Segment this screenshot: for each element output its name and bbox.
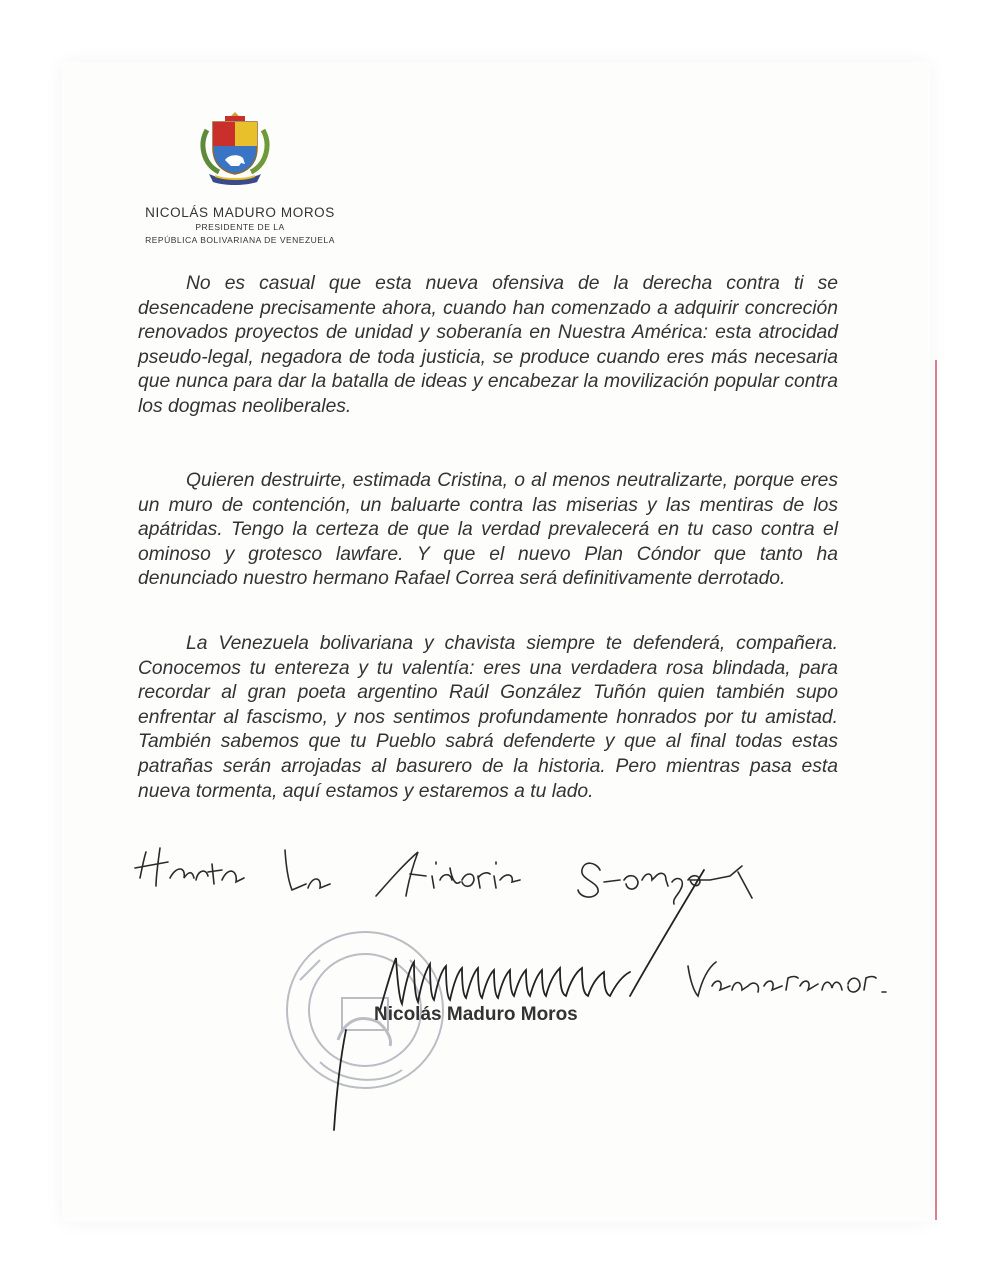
letterhead-name: NICOLÁS MADURO MOROS	[145, 205, 335, 220]
signature-name: Nicolás Maduro Moros	[374, 1004, 578, 1025]
letter-paragraph-1	[138, 272, 838, 420]
paragraph-text: Quieren destruirte, estimada Cristina, o al menos neutralizarte, porque eres un muro de contención, un baluarte contra las miserias y las mentiras de los apátridas. Tengo la certeza de que la verdad prevalecerá en tu caso contra el ominoso y grotesco lawfare. Y que el nuevo Plan Cóndor que tanto ha denunciado nuestro hermano Rafael Correa será definitivamente derrotado.	[138, 470, 838, 590]
letterhead-title-line1: PRESIDENTE DE LA	[195, 222, 285, 232]
letter-paragraph-3	[138, 632, 838, 804]
paragraph-text: No es casual que esta nueva ofensiva de la derecha contra ti se desencadene precisamente ahora, cuando han comenzado a adquirir concreción renovados proyectos de unidad y soberanía en Nuestra América: esta atrocidad pseudo-legal, negadora de toda justicia, se produce cuando eres más necesaria que nunca para dar la batalla de ideas y encabezar la movilización popular contra los dogmas neoliberales.	[138, 273, 838, 417]
letterhead	[100, 205, 380, 245]
letter-paragraph-2	[138, 469, 838, 592]
margin-line	[935, 360, 937, 1220]
paragraph-text: La Venezuela bolivariana y chavista siempre te defenderá, compañera. Conocemos tu entereza y tu valentía: eres una verdadera rosa blindada, para recordar al gran poeta argentino Raúl González Tuñón quien también supo enfrentar al fascismo, y nos sentimos profundamente honrados por tu amistad. También sabemos que tu Pueblo sabrá defenderte y que al final todas estas patrañas serán arrojadas al basurero de la historia. Pero mientras pasa esta nueva tormenta, aquí estamos y estaremos a tu lado.	[138, 633, 838, 802]
coat-of-arms-icon	[195, 108, 275, 186]
letterhead-title-line2: REPÚBLICA BOLIVARIANA DE VENEZUELA	[145, 235, 335, 245]
